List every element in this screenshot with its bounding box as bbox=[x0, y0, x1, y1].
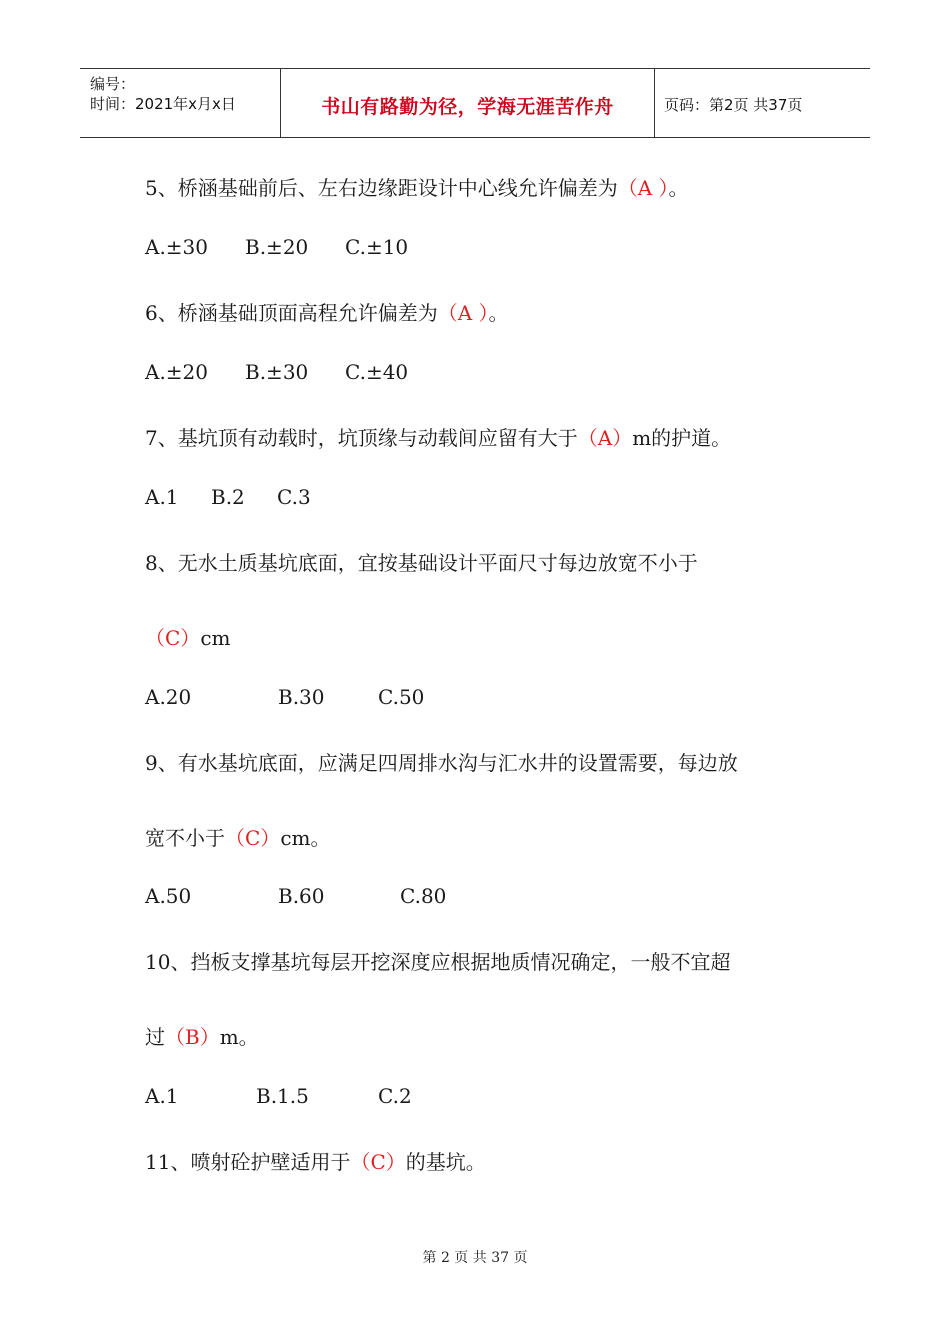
answer-mark: （A ） bbox=[437, 301, 489, 325]
question-8-stem-cont bbox=[145, 622, 230, 651]
question-9-options bbox=[145, 884, 446, 908]
question-text: 7、基坑顶有动载时，坑顶缘与动载间应留有大于 bbox=[145, 426, 578, 450]
option-c: C.±10 bbox=[345, 235, 409, 259]
question-text: m。 bbox=[219, 1025, 259, 1049]
answer-mark: （A） bbox=[577, 426, 633, 450]
question-5-stem bbox=[145, 172, 689, 201]
number-label: 编号： bbox=[90, 75, 136, 93]
option-a: A.±20 bbox=[145, 360, 209, 384]
question-5-options bbox=[145, 235, 408, 259]
option-a: A.50 bbox=[145, 884, 192, 908]
motto: 书山有路勤为径，学海无涯苦作舟 bbox=[321, 96, 614, 118]
header-motto-cell bbox=[281, 69, 655, 137]
question-10-options bbox=[145, 1084, 412, 1108]
question-text: cm。 bbox=[280, 826, 331, 850]
option-b: B.±20 bbox=[245, 235, 309, 259]
time-label: 时间：2021年x月x日 bbox=[90, 95, 236, 113]
option-c: C.50 bbox=[378, 685, 425, 709]
question-text: m的护道。 bbox=[632, 426, 732, 450]
header-page-cell bbox=[655, 69, 870, 137]
option-a: A.±30 bbox=[145, 235, 209, 259]
question-9-stem-cont bbox=[145, 822, 330, 851]
option-c: C.2 bbox=[378, 1084, 412, 1108]
answer-mark: （C） bbox=[225, 826, 281, 850]
option-c: C.3 bbox=[277, 485, 311, 509]
answer-mark: （A ） bbox=[617, 176, 669, 200]
option-b: B.±30 bbox=[245, 360, 309, 384]
option-b: B.30 bbox=[278, 685, 325, 709]
answer-mark: （C） bbox=[145, 626, 201, 650]
option-a: A.1 bbox=[145, 1084, 179, 1108]
answer-mark: （C） bbox=[350, 1150, 406, 1174]
question-8-stem: 8、无水土质基坑底面，宜按基础设计平面尺寸每边放宽不小于 bbox=[145, 551, 698, 575]
page-footer: 第 2 页 共 37 页 bbox=[422, 1250, 528, 1266]
option-b: B.2 bbox=[211, 485, 245, 509]
question-text: 5、桥涵基础前后、左右边缘距设计中心线允许偏差为 bbox=[145, 176, 618, 200]
option-a: A.20 bbox=[145, 685, 192, 709]
question-11-stem bbox=[145, 1146, 486, 1175]
question-8-options bbox=[145, 685, 424, 709]
question-text: 。 bbox=[668, 176, 689, 200]
page-info: 页码：第2页 共37页 bbox=[664, 96, 803, 114]
answer-mark: （B） bbox=[165, 1025, 220, 1049]
question-text: 宽不小于 bbox=[145, 826, 225, 850]
option-a: A.1 bbox=[145, 485, 179, 509]
question-9-stem: 9、有水基坑底面，应满足四周排水沟与汇水井的设置需要，每边放 bbox=[145, 751, 738, 775]
option-c: C.80 bbox=[400, 884, 447, 908]
question-text: 6、桥涵基础顶面高程允许偏差为 bbox=[145, 301, 438, 325]
question-7-options bbox=[145, 485, 311, 509]
question-text: 11、喷射砼护壁适用于 bbox=[145, 1150, 351, 1174]
question-7-stem bbox=[145, 422, 731, 451]
question-10-stem: 10、挡板支撑基坑每层开挖深度应根据地质情况确定，一般不宜超 bbox=[145, 950, 731, 974]
question-6-stem bbox=[145, 297, 509, 326]
question-10-stem-cont bbox=[145, 1021, 259, 1050]
question-text: cm bbox=[200, 626, 231, 650]
question-6-options bbox=[145, 360, 408, 384]
option-b: B.1.5 bbox=[256, 1084, 309, 1108]
option-c: C.±40 bbox=[345, 360, 409, 384]
option-b: B.60 bbox=[278, 884, 325, 908]
header-meta-cell bbox=[80, 69, 281, 137]
question-text: 。 bbox=[488, 301, 509, 325]
document-header bbox=[80, 68, 870, 138]
question-text: 的基坑。 bbox=[405, 1150, 486, 1174]
question-text: 过 bbox=[145, 1025, 165, 1049]
